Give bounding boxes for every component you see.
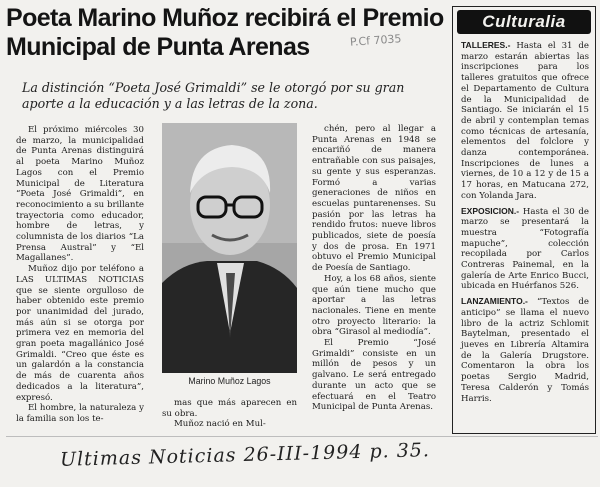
sidebar-item-lead: TALLERES.-: [461, 40, 511, 50]
article-column-2: [312, 124, 436, 413]
sidebar-item-lead: LANZAMIENTO.-: [461, 296, 528, 307]
paragraph: Muñoz dijo por teléfono a LAS ULTIMAS NOTICIAS que se siente orgulloso de haber obtenido este premio por unanimidad del jurado, más aún si se otorga por primera vez en memoria del gran poeta magallánico José Grimaldi. “Creo que éste es un galardón a la constancia de más de cuarenta años dedicados a la literatura”, expresó.: [16, 264, 144, 403]
article-column-under-photo: [162, 398, 297, 430]
section-badge-label: Culturalia: [482, 12, 566, 31]
clipping-edge-rule: [6, 436, 598, 437]
sidebar-item-text: “Textos de anticipo” se llama el nuevo libro de la actriz Schlomit Baytelman, presentado el jueves en Librería Altamira de la Galería Drugstore. Comentaron la obra los poetas Sergio Madrid, Teresa Calderón y Tomás Harris.: [461, 297, 589, 404]
paragraph: El Premio “José Grimaldi” consiste en un millón de pesos y un galvano. Le será entregado durante un acto que se efectuará en el Teatro Municipal de Punta Arenas.: [312, 338, 436, 413]
article-headline: Poeta Marino Muñoz recibirá el Premio Municipal de Punta Arenas: [6, 4, 444, 61]
article-column-1: [16, 125, 144, 425]
sidebar-item: [461, 296, 589, 404]
paragraph: Hoy, a los 68 años, siente que aún tiene mucho que aportar a las letras nacionales. Tiene en mente otro proyecto literario: la obra “Girasol al mediodía”.: [312, 273, 436, 338]
sidebar-item: [461, 206, 589, 293]
handwritten-source-note: Ultimas Noticias 26-III-1994 p. 35.: [59, 439, 431, 471]
paragraph: chén, pero al llegar a Punta Arenas en 1948 se encariñó de manera entrañable con sus paisajes, su gente y sus esperanzas. Formó a varias generaciones de niños en escuelas puntarenenses. Su pasión por las letras ha rendido frutos: nueve libros publicados, siete de poesía y dos de prosa. En 1971 obtuvo el Premio Municipal de Poesía de Santiago.: [312, 124, 436, 274]
paragraph: mas que más aparecen en su obra.: [162, 398, 297, 419]
paragraph: Muñoz nació en Mul-: [174, 419, 266, 430]
portrait-illustration: [162, 123, 297, 373]
sidebar-item: [461, 40, 589, 202]
portrait-photo: [162, 123, 297, 373]
sidebar-item-text: Hasta el 30 de marzo se presentará la muestra “Fotografía mapuche”, colección recopilada por Carlos Contreras Painemal, en la galería de Arte Enrico Bucci, ubicada en Huérfanos 526.: [461, 206, 589, 292]
paragraph: El próximo miércoles 30 de marzo, la municipalidad de Punta Arenas distinguirá al poeta Marino Muñoz Lagos con el Premio Municipal de Literatura “Poeta José Grimaldi”, en reconocimiento a su brillante trayectoria como educador, hombre de letras, y columnista de los diarios “La Prensa Austral” y “El Magallanes”.: [16, 125, 144, 264]
sidebar-column: [461, 40, 589, 408]
archive-stamp: P.Cf 7035: [349, 32, 402, 49]
photo-caption: Marino Muñoz Lagos: [188, 376, 271, 386]
sidebar-item-lead: EXPOSICION.-: [461, 205, 520, 216]
paragraph: El hombre, la naturaleza y la familia son los te-: [16, 403, 144, 424]
article-deck: La distinción “Poeta José Grimaldi” se le otorgó por su gran aporte a la educación y a las letras de la zona.: [22, 80, 405, 111]
sidebar-item-text: Hasta el 31 de marzo estarán abiertas las inscripciones para los talleres gratuitos que ofrece el Departamento de Cultura de la Municipalidad de Santiago. Se iniciarán el 15 de abril y contemplan temas como técnicas de artesanía, elementos del folclore y danza contemporánea. Inscripciones de lunes a viernes, de 10 a 12 y de 15 a 17 horas, en Matucana 272, con Yolanda Jara.: [461, 41, 589, 201]
section-badge: [457, 10, 591, 34]
